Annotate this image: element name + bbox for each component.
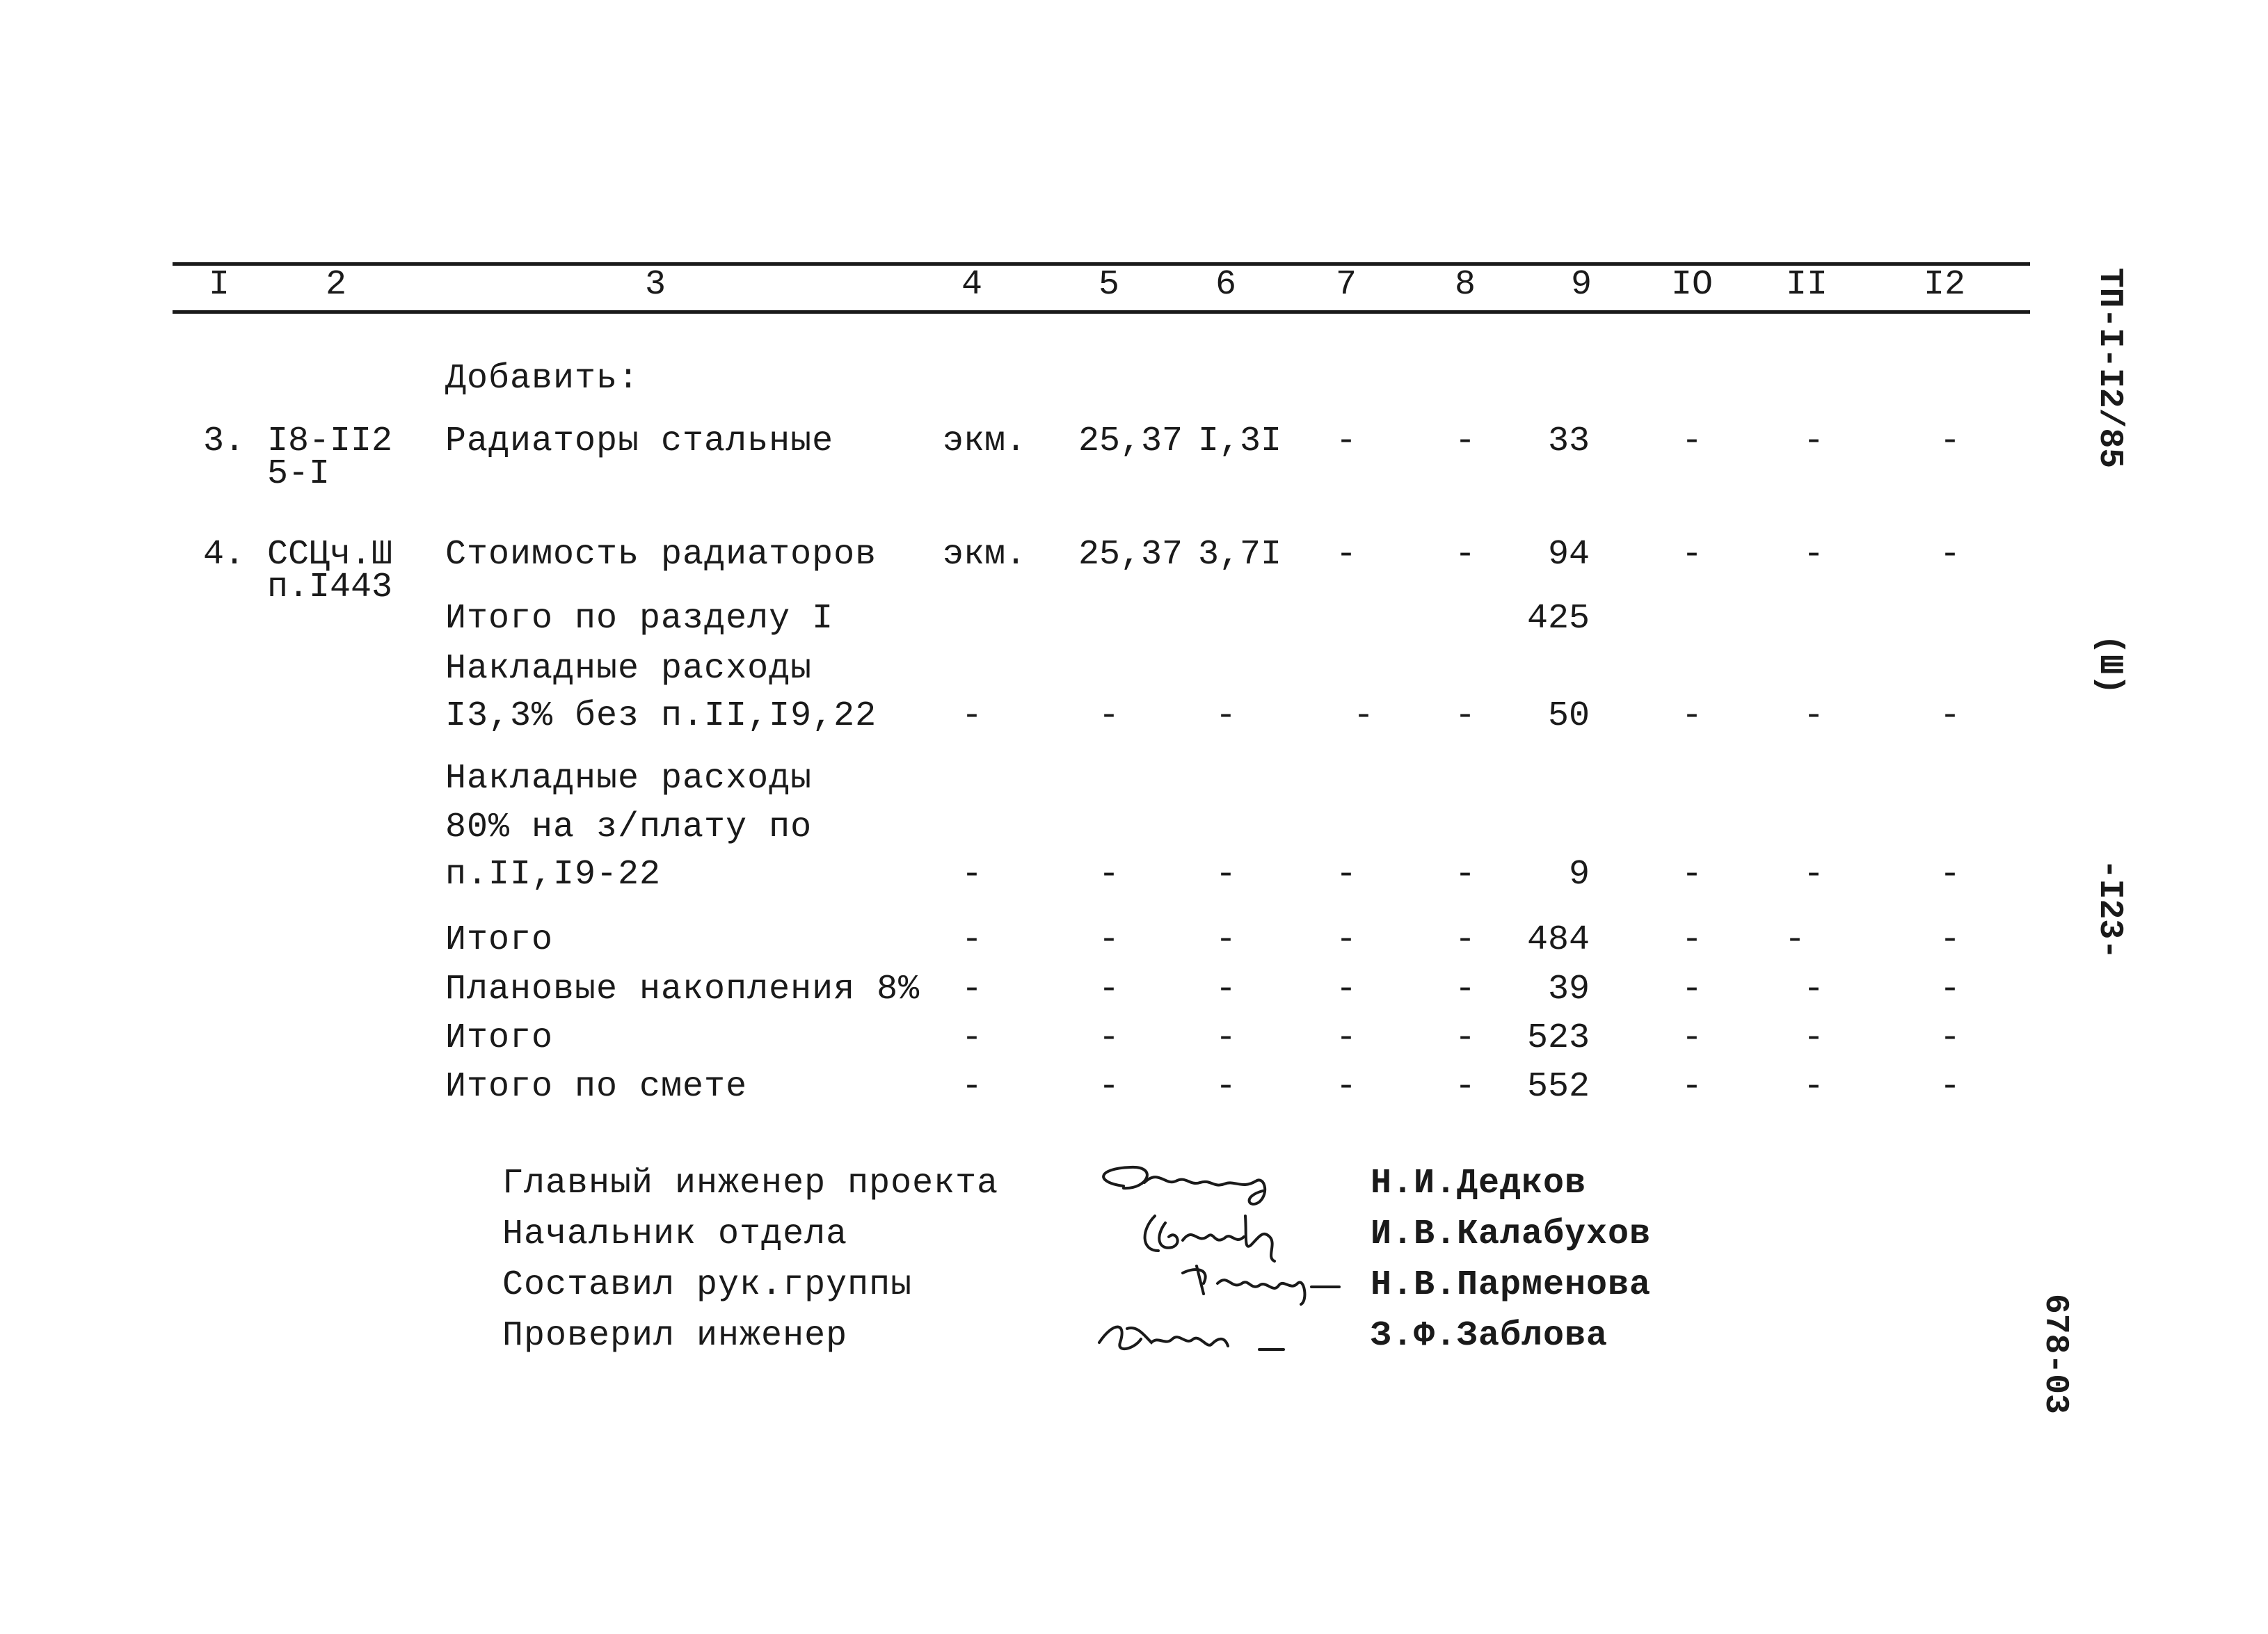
margin-document-code: ТП-I-I2/85 <box>2091 268 2128 469</box>
column-header-10: IO <box>1670 265 1714 305</box>
row-col-8: - <box>1454 970 1476 1009</box>
row-col-12: - <box>1939 1018 1961 1058</box>
row-col-7: - <box>1335 1067 1357 1107</box>
row-col-12: - <box>1939 422 1961 461</box>
row-unit: - <box>961 1067 983 1107</box>
row-col-5: 25,37 <box>1078 535 1183 575</box>
row-col-7: - <box>1335 970 1357 1009</box>
row-col-8: - <box>1454 535 1476 575</box>
row-col-9: 9 <box>1568 855 1590 895</box>
column-header-3: 3 <box>644 265 666 305</box>
row-description: Итого <box>445 1018 554 1058</box>
row-col-9: 50 <box>1547 696 1590 736</box>
signatory-title: Начальник отдела <box>502 1215 848 1254</box>
row-col-10: - <box>1681 535 1703 575</box>
row-number: 4. <box>203 535 246 575</box>
row-col-7: - <box>1335 920 1357 960</box>
row-col-12: - <box>1939 920 1961 960</box>
handwritten-signature <box>1169 1252 1371 1308</box>
row-col-12: - <box>1939 970 1961 1009</box>
signatory-name: Н.В.Парменова <box>1371 1265 1652 1305</box>
row-col-10: - <box>1681 1067 1703 1107</box>
column-header-8: 8 <box>1454 265 1476 305</box>
row-unit: - <box>961 696 983 736</box>
row-col-11: - <box>1803 970 1825 1009</box>
row-col-6: - <box>1215 970 1237 1009</box>
row-unit: - <box>961 855 983 895</box>
row-description: Стоимость радиаторов <box>445 535 877 575</box>
header-bottom-rule <box>173 310 2030 314</box>
row-col-7: - <box>1352 696 1375 736</box>
margin-page-number: -I23- <box>2091 859 2128 960</box>
row-description: 80% на з/плату по <box>445 808 813 847</box>
row-col-6: 3,7I <box>1198 535 1282 575</box>
row-col-8: - <box>1454 1018 1476 1058</box>
row-col-11: - <box>1803 696 1825 736</box>
row-col-11: - <box>1803 422 1825 461</box>
column-header-12: I2 <box>1923 265 1966 305</box>
row-col-10: - <box>1681 855 1703 895</box>
row-col-11: - <box>1784 920 1806 960</box>
row-col-5: - <box>1098 920 1120 960</box>
row-col-5: - <box>1098 1018 1120 1058</box>
row-unit: - <box>961 1018 983 1058</box>
row-col-9: 94 <box>1547 535 1590 575</box>
row-reference: ССЦч.Ш <box>267 535 393 575</box>
row-description: Накладные расходы <box>445 759 813 799</box>
row-col-8: - <box>1454 696 1476 736</box>
handwritten-signature <box>1085 1308 1315 1363</box>
row-col-11: - <box>1803 535 1825 575</box>
row-col-9: 523 <box>1526 1018 1590 1058</box>
column-header-9: 9 <box>1570 265 1592 305</box>
signatory-title: Проверил инженер <box>502 1316 848 1356</box>
row-col-11: - <box>1803 1067 1825 1107</box>
row-col-7: - <box>1335 422 1357 461</box>
row-col-9: 552 <box>1526 1067 1590 1107</box>
row-col-6: - <box>1215 1018 1237 1058</box>
margin-volume: (Ш) <box>2091 634 2128 695</box>
row-col-10: - <box>1681 1018 1703 1058</box>
row-col-9: 484 <box>1526 920 1590 960</box>
signatory-name: И.В.Калабухов <box>1371 1215 1652 1254</box>
row-col-6: - <box>1215 696 1237 736</box>
column-header-1: I <box>208 265 230 305</box>
row-description: Накладные расходы <box>445 649 813 689</box>
row-col-5: - <box>1098 696 1120 736</box>
row-description: Итого по разделу I <box>445 599 834 639</box>
row-col-5: - <box>1098 855 1120 895</box>
row-reference: 5-I <box>267 454 330 494</box>
signatory-title: Составил рук.группы <box>502 1265 913 1305</box>
row-col-11: - <box>1803 1018 1825 1058</box>
row-unit: экм. <box>943 535 1027 575</box>
row-description: Радиаторы стальные <box>445 422 834 461</box>
column-header-11: II <box>1785 265 1828 305</box>
row-unit: - <box>961 970 983 1009</box>
row-col-9: 425 <box>1526 599 1590 639</box>
row-col-10: - <box>1681 696 1703 736</box>
row-col-7: - <box>1335 1018 1357 1058</box>
row-col-10: - <box>1681 970 1703 1009</box>
column-header-7: 7 <box>1335 265 1357 305</box>
row-col-8: - <box>1454 855 1476 895</box>
section-title: Добавить: <box>445 359 640 399</box>
row-col-6: - <box>1215 1067 1237 1107</box>
row-col-12: - <box>1939 696 1961 736</box>
row-description: Итого по смете <box>445 1067 748 1107</box>
column-header-5: 5 <box>1098 265 1120 305</box>
row-col-7: - <box>1335 855 1357 895</box>
row-col-6: - <box>1215 855 1237 895</box>
margin-sheet-code: 678-03 <box>2036 1294 2074 1414</box>
column-header-6: 6 <box>1215 265 1237 305</box>
row-col-8: - <box>1454 1067 1476 1107</box>
column-header-2: 2 <box>325 265 347 305</box>
row-col-11: - <box>1803 855 1825 895</box>
row-number: 3. <box>203 422 246 461</box>
row-description: Плановые накопления 8% <box>445 970 920 1009</box>
row-description: I3,3% без п.II,I9,22 <box>445 696 877 736</box>
row-col-12: - <box>1939 535 1961 575</box>
row-col-9: 33 <box>1547 422 1590 461</box>
signatory-title: Главный инженер проекта <box>502 1164 999 1203</box>
row-col-8: - <box>1454 920 1476 960</box>
row-col-12: - <box>1939 1067 1961 1107</box>
row-col-6: I,3I <box>1198 422 1282 461</box>
row-description: Итого <box>445 920 554 960</box>
row-col-12: - <box>1939 855 1961 895</box>
row-col-5: - <box>1098 1067 1120 1107</box>
signatory-name: З.Ф.Заблова <box>1371 1316 1608 1356</box>
row-col-6: - <box>1215 920 1237 960</box>
column-header-4: 4 <box>961 265 983 305</box>
row-col-10: - <box>1681 422 1703 461</box>
row-unit: - <box>961 920 983 960</box>
row-col-7: - <box>1335 535 1357 575</box>
row-col-9: 39 <box>1547 970 1590 1009</box>
row-reference: I8-II2 <box>267 422 393 461</box>
row-unit: экм. <box>943 422 1027 461</box>
row-col-5: - <box>1098 970 1120 1009</box>
row-col-8: - <box>1454 422 1476 461</box>
row-col-10: - <box>1681 920 1703 960</box>
row-reference: п.I443 <box>267 568 393 607</box>
row-description: п.II,I9-22 <box>445 855 662 895</box>
row-col-5: 25,37 <box>1078 422 1183 461</box>
signatory-name: Н.И.Дедков <box>1371 1164 1587 1203</box>
